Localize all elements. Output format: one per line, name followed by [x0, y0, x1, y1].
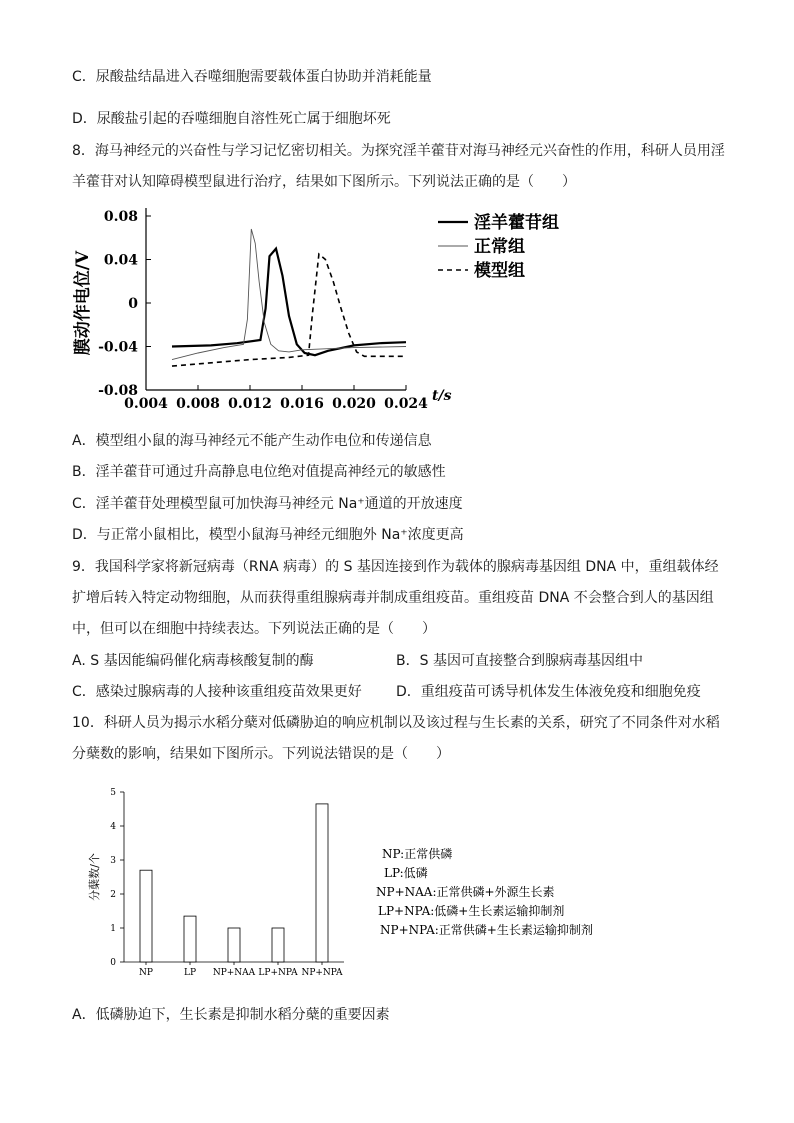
bar-NP [140, 870, 152, 962]
x-tick-label: 0.004 [124, 396, 168, 412]
y-tick-label: 1 [110, 924, 116, 934]
q9-stem-line1: 9．我国科学家将新冠病毒（RNA 病毒）的 S 基因连接到作为载体的腺病毒基因组 DNA 中，重组载体经 [72, 559, 719, 575]
q8-stem-line2: 羊藿苷对认知障碍模型鼠进行治疗，结果如下图所示。下列说法正确的是（ ） [72, 174, 576, 190]
y-tick-label: 0 [110, 958, 116, 968]
bar-NP+NPA [316, 804, 328, 962]
action-potential-chart [70, 198, 590, 418]
q10-stem-line2: 分蘖数的影响，结果如下图所示。下列说法错误的是（ ） [72, 746, 450, 762]
x-tick-label: NP [139, 968, 153, 978]
tiller-bar-chart [80, 782, 640, 982]
x-tick-label: 0.024 [384, 396, 428, 412]
legend-label-2: 正常组 [474, 237, 525, 257]
x-tick-label: 0.020 [332, 396, 376, 412]
legend-note-4: LP+NPA:低磷+生长素运输抑制剂 [378, 904, 565, 918]
series-line-2 [172, 229, 406, 360]
x-tick-label: LP+NPA [258, 968, 298, 978]
legend-label-1: 淫羊藿苷组 [474, 213, 559, 233]
y-tick-label: 4 [110, 822, 116, 832]
q9-option-a: A. S 基因能编码催化病毒核酸复制的酶 [72, 653, 314, 669]
bar-NP+NAA [228, 928, 240, 962]
x-tick-label: NP+NAA [212, 968, 256, 978]
y-tick-label: 3 [110, 856, 116, 866]
y-tick-label: 0.04 [103, 252, 138, 269]
legend-note-2: LP:低磷 [384, 866, 428, 880]
q10-option-a: A．低磷胁迫下，生长素是抑制水稻分蘖的重要因素 [72, 1007, 390, 1023]
x-tick-label: 0.016 [280, 396, 324, 412]
q9-stem-line2: 扩增后转入特定动物细胞，从而获得重组腺病毒并制成重组疫苗。重组疫苗 DNA 不会整合到人的基因组 [72, 590, 714, 606]
q9-option-d: D．重组疫苗可诱导机体发生体液免疫和细胞免疫 [396, 684, 701, 700]
x-axis-label: t/s [432, 388, 452, 404]
q8-stem-line1: 8．海马神经元的兴奋性与学习记忆密切相关。为探究淫羊藿苷对海马神经元兴奋性的作用，科研人员用淫 [72, 143, 725, 159]
y-tick-label: 0 [128, 296, 138, 312]
x-tick-label: 0.012 [228, 396, 272, 412]
x-tick-label: LP [183, 968, 197, 978]
q10-stem-line1: 10．科研人员为揭示水稻分蘖对低磷胁迫的响应机制以及该过程与生长素的关系，研究了不同条件对水稻 [72, 715, 720, 731]
y-tick-label: 0.08 [103, 209, 138, 225]
y-tick-label: 2 [110, 890, 116, 900]
x-tick-label: 0.008 [176, 396, 220, 412]
q9-option-b: B．S 基因可直接整合到腺病毒基因组中 [396, 653, 643, 669]
q7-option-d: D．尿酸盐引起的吞噬细胞自溶性死亡属于细胞坏死 [72, 111, 391, 127]
x-tick-label: NP+NPA [301, 968, 343, 978]
q9-option-c: C．感染过腺病毒的人接种该重组疫苗效果更好 [72, 684, 362, 700]
q8-option-c: C．淫羊藿苷处理模型鼠可加快海马神经元 Na⁺通道的开放速度 [72, 496, 463, 512]
bar-LP+NPA [272, 928, 284, 962]
q8-option-d: D．与正常小鼠相比，模型小鼠海马神经元细胞外 Na⁺浓度更高 [72, 527, 464, 543]
y-axis-label: 膜动作电位/V [73, 250, 93, 356]
series-line-1 [172, 249, 406, 356]
legend-label-3: 模型组 [474, 261, 525, 281]
q8-option-a: A．模型组小鼠的海马神经元不能产生动作电位和传递信息 [72, 433, 432, 449]
q9-stem-line3: 中，但可以在细胞中持续表达。下列说法正确的是（ ） [72, 621, 436, 637]
y-tick-label: -0.04 [98, 339, 138, 356]
bar-LP [184, 916, 196, 962]
legend-note-3: NP+NAA:正常供磷+外源生长素 [376, 885, 555, 899]
q8-option-b: B．淫羊藿苷可通过升高静息电位绝对值提高神经元的敏感性 [72, 464, 446, 480]
y-tick-label: -0.08 [98, 383, 138, 399]
y-axis-label: 分蘖数/个 [88, 853, 101, 901]
legend-note-1: NP:正常供磷 [382, 847, 453, 861]
q7-option-c: C．尿酸盐结晶进入吞噬细胞需要载体蛋白协助并消耗能量 [72, 69, 432, 85]
legend-note-5: NP+NPA:正常供磷+生长素运输抑制剂 [380, 923, 593, 937]
y-tick-label: 5 [110, 788, 116, 798]
